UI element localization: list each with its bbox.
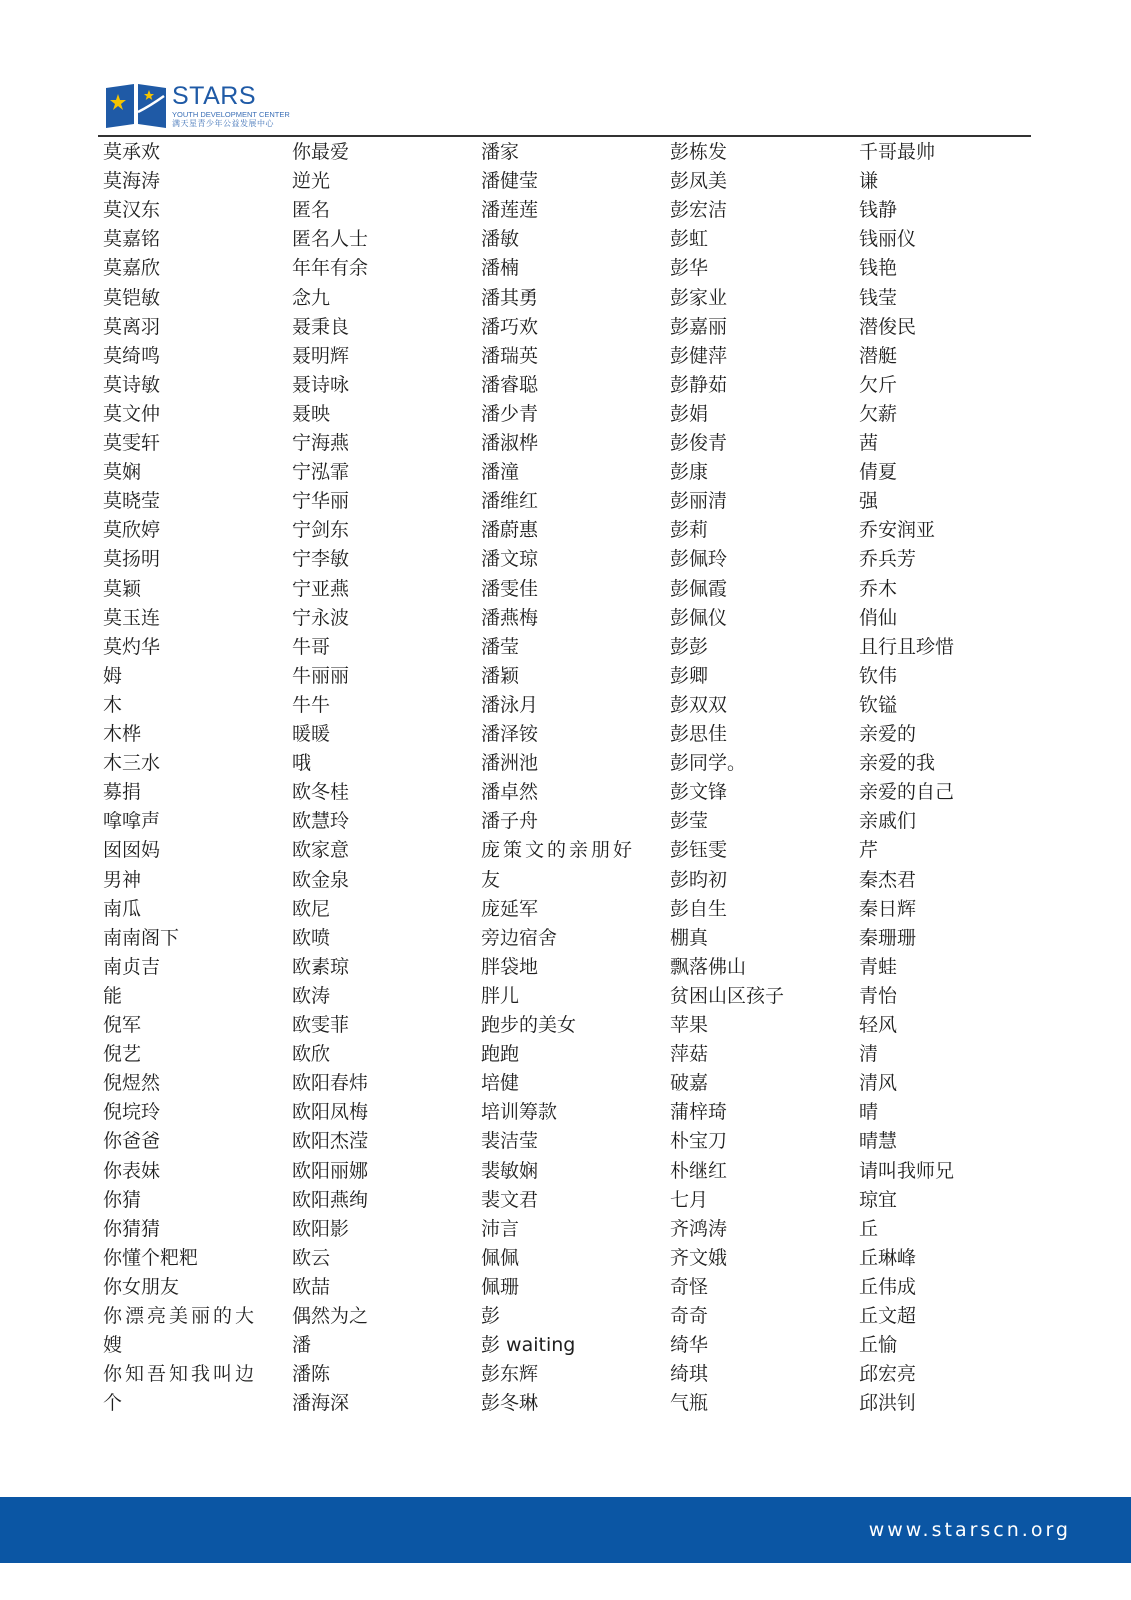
name-entry: 宁亚燕 bbox=[292, 577, 350, 600]
name-entry: 请叫我师兄 bbox=[859, 1159, 955, 1182]
name-entry: 培训筹款 bbox=[481, 1101, 558, 1124]
name-entry: 彭佩仪 bbox=[670, 606, 728, 629]
name-entry: 茜 bbox=[859, 432, 879, 454]
name-entry: 匿名人士 bbox=[292, 228, 369, 251]
name-entry: 逆光 bbox=[292, 170, 331, 193]
name-entry: 你懂个粑粑 bbox=[103, 1246, 199, 1269]
name-entry: 乔安润亚 bbox=[859, 519, 936, 542]
name-entry: 莫灼华 bbox=[103, 635, 161, 658]
name-entry: 俏仙 bbox=[859, 606, 898, 629]
name-entry: 潘莲莲 bbox=[481, 199, 539, 222]
name-entry: 彭钰雯 bbox=[670, 839, 728, 862]
name-entry: 彭嘉丽 bbox=[670, 315, 728, 338]
name-entry: 奇怪 bbox=[670, 1275, 709, 1298]
name-entry: 莫扬明 bbox=[103, 548, 161, 571]
name-entry: 欧云 bbox=[292, 1246, 331, 1269]
name-entry: 谦 bbox=[859, 170, 879, 193]
name-entry: 胖儿 bbox=[481, 984, 520, 1007]
name-entry: 欠斤 bbox=[859, 373, 898, 396]
name-entry: 彭家业 bbox=[670, 286, 728, 309]
name-entry: 倪军 bbox=[103, 1014, 142, 1036]
name-entry: 沛言 bbox=[481, 1217, 520, 1240]
name-entry: 彭卿 bbox=[670, 664, 709, 687]
name-entry: 个 bbox=[103, 1392, 123, 1415]
name-entry: 彭莉 bbox=[670, 519, 709, 542]
name-entry: 秦日辉 bbox=[859, 897, 917, 920]
name-entry: 欧欣 bbox=[292, 1043, 331, 1066]
name-entry: 彭文锋 bbox=[670, 781, 728, 804]
name-entry: 彭宏洁 bbox=[670, 199, 728, 222]
name-entry: 你表妹 bbox=[103, 1159, 161, 1182]
name-entry: 你爸爸 bbox=[103, 1130, 161, 1153]
name-entry: 欠薪 bbox=[859, 402, 898, 425]
name-entry: 贫困山区孩子 bbox=[670, 984, 785, 1007]
name-entry: 彭莹 bbox=[670, 810, 709, 833]
name-entry: 暖暖 bbox=[292, 723, 331, 745]
name-entry: 晴慧 bbox=[859, 1130, 898, 1153]
name-entry: 彭俊青 bbox=[670, 432, 728, 454]
name-entry: 你知吾知我叫边 bbox=[103, 1363, 258, 1386]
name-entry: 萍菇 bbox=[670, 1043, 709, 1066]
stars-logo bbox=[104, 82, 324, 130]
name-entry: 彭康 bbox=[670, 461, 709, 484]
name-entry: 潘颖 bbox=[481, 664, 520, 687]
name-entry: 青怡 bbox=[859, 984, 898, 1007]
name-entry: 飘落佛山 bbox=[670, 955, 747, 978]
footer-url: www.starscn.org bbox=[868, 1519, 1071, 1541]
name-entry: 钱丽仪 bbox=[859, 228, 917, 251]
name-entry: 莫诗敏 bbox=[103, 373, 161, 396]
name-entry: 莫海涛 bbox=[103, 170, 161, 193]
name-entry: 邱洪钊 bbox=[859, 1392, 917, 1415]
name-entry: 欧阳杰滢 bbox=[292, 1130, 369, 1153]
name-entry: 彭佩玲 bbox=[670, 548, 728, 571]
name-entry: 潘莹 bbox=[481, 635, 520, 658]
name-entry: 庞延军 bbox=[481, 897, 539, 920]
name-entry: 倪煜然 bbox=[103, 1072, 161, 1095]
name-entry: 潘子舟 bbox=[481, 810, 539, 833]
name-entry: 彭思佳 bbox=[670, 723, 728, 745]
name-entry: 嫂 bbox=[103, 1334, 123, 1357]
name-entry: 亲爱的自己 bbox=[859, 781, 955, 804]
name-entry: 潘泳月 bbox=[481, 693, 539, 716]
name-entry: 莫嘉铭 bbox=[103, 228, 161, 251]
name-entry: 哦 bbox=[292, 752, 312, 775]
name-entry: 朴宝刀 bbox=[670, 1130, 728, 1153]
name-entry: 朴继红 bbox=[670, 1159, 728, 1182]
name-entry: 牛牛 bbox=[292, 693, 331, 716]
name-entry: 年年有余 bbox=[292, 257, 369, 280]
name-entry: 潘陈 bbox=[292, 1363, 331, 1386]
name-entry: 欧阳燕绚 bbox=[292, 1188, 369, 1211]
name-entry: 宁华丽 bbox=[292, 490, 350, 513]
name-entry: 气瓶 bbox=[670, 1392, 709, 1415]
name-entry: 破嘉 bbox=[670, 1072, 709, 1095]
name-entry: 聂映 bbox=[292, 402, 331, 425]
name-entry: 齐鸿涛 bbox=[670, 1217, 728, 1240]
name-entry: 潘楠 bbox=[481, 257, 520, 280]
name-entry: 倪艺 bbox=[103, 1043, 142, 1066]
name-entry: 苹果 bbox=[670, 1014, 709, 1036]
name-entry: 莫文仲 bbox=[103, 402, 161, 425]
name-entry: 潜艇 bbox=[859, 344, 898, 367]
name-entry: 潘家 bbox=[481, 141, 520, 163]
name-entry: 秦杰君 bbox=[859, 868, 917, 891]
name-entry: 钦镒 bbox=[859, 693, 898, 716]
name-entry: 潘瑞英 bbox=[481, 344, 539, 367]
name-entry: 潘海深 bbox=[292, 1392, 350, 1415]
name-entry: 彭冬琳 bbox=[481, 1392, 539, 1415]
name-entry: 强 bbox=[859, 490, 879, 513]
name-entry: 潘 bbox=[292, 1334, 312, 1357]
name-entry: 轻风 bbox=[859, 1014, 898, 1036]
name-entry: 欧家意 bbox=[292, 839, 350, 862]
name-entry: 丘文超 bbox=[859, 1305, 917, 1327]
name-entry: 欧冬桂 bbox=[292, 781, 350, 804]
name-entry: 莫雯轩 bbox=[103, 432, 161, 454]
name-entry: 彭双双 bbox=[670, 693, 728, 716]
name-entry: 欧喷 bbox=[292, 926, 331, 949]
name-entry: 你最爱 bbox=[292, 141, 350, 163]
open-book-star-icon bbox=[104, 82, 168, 130]
name-entry: 欧金泉 bbox=[292, 868, 350, 891]
logo-title: STARS bbox=[172, 82, 256, 110]
name-entry: 且行且珍惜 bbox=[859, 635, 955, 658]
name-entry: 秦珊珊 bbox=[859, 926, 917, 949]
name-entry: 裴洁莹 bbox=[481, 1130, 539, 1153]
name-entry: 邱宏亮 bbox=[859, 1363, 917, 1386]
name-entry: 潘健莹 bbox=[481, 170, 539, 193]
name-entry: 宁李敏 bbox=[292, 548, 350, 571]
name-entry: 丘琳峰 bbox=[859, 1246, 917, 1269]
name-entry: 彭栋发 bbox=[670, 141, 728, 163]
name-entry: 琼宜 bbox=[859, 1188, 898, 1211]
name-entry: 莫绮鸣 bbox=[103, 344, 161, 367]
name-entry: 裴敏娴 bbox=[481, 1159, 539, 1182]
name-entry: 莫铠敏 bbox=[103, 286, 161, 309]
name-entry: 清 bbox=[859, 1043, 879, 1066]
name-entry: 欧慧玲 bbox=[292, 810, 350, 833]
name-entry: 欧喆 bbox=[292, 1275, 331, 1298]
name-entry: 芹 bbox=[859, 839, 879, 862]
name-entry: 潘潼 bbox=[481, 461, 520, 484]
name-entry: 彭静茹 bbox=[670, 373, 728, 396]
logo-subtitle-en: YOUTH DEVELOPMENT CENTER bbox=[172, 110, 290, 119]
name-entry: 彭凤美 bbox=[670, 170, 728, 193]
name-entry: 潘雯佳 bbox=[481, 577, 539, 600]
name-entry: 宁剑东 bbox=[292, 519, 350, 542]
name-entry: 佩珊 bbox=[481, 1275, 520, 1298]
name-entry: 你猜 bbox=[103, 1188, 142, 1211]
name-entry: 莫欣婷 bbox=[103, 519, 161, 542]
name-entry: 莫娴 bbox=[103, 461, 142, 484]
name-entry: 佩佩 bbox=[481, 1246, 520, 1269]
name-entry: 潘卓然 bbox=[481, 781, 539, 804]
name-entry: 绮琪 bbox=[670, 1363, 709, 1386]
name-entry: 跑步的美女 bbox=[481, 1014, 577, 1036]
name-entry: 丘愉 bbox=[859, 1334, 898, 1357]
name-entry: 旁边宿舍 bbox=[481, 926, 558, 949]
name-entry: 男神 bbox=[103, 868, 142, 891]
name-entry: 友 bbox=[481, 868, 501, 891]
name-entry: 莫承欢 bbox=[103, 141, 161, 163]
name-entry: 你女朋友 bbox=[103, 1275, 180, 1298]
name-entry: 彭丽清 bbox=[670, 490, 728, 513]
name-entry: 棚真 bbox=[670, 926, 709, 949]
name-entry: 彭同学。 bbox=[670, 752, 747, 775]
name-entry: 彭彭 bbox=[670, 635, 709, 658]
name-entry: 蒲梓琦 bbox=[670, 1101, 728, 1124]
name-entry: 木三水 bbox=[103, 752, 161, 775]
name-entry: 青蛙 bbox=[859, 955, 898, 978]
name-entry: 募捐 bbox=[103, 781, 142, 804]
name-entry: 你漂亮美丽的大 bbox=[103, 1305, 258, 1327]
name-entry: 彭佩霞 bbox=[670, 577, 728, 600]
name-entry: 偶然为之 bbox=[292, 1305, 369, 1327]
name-entry: 姆 bbox=[103, 664, 123, 687]
name-entry: 欧雯菲 bbox=[292, 1014, 350, 1036]
name-entry: 钱静 bbox=[859, 199, 898, 222]
name-entry: 钱莹 bbox=[859, 286, 898, 309]
name-entry: 念九 bbox=[292, 286, 331, 309]
name-entry: 绮华 bbox=[670, 1334, 709, 1357]
name-entry: 培健 bbox=[481, 1072, 520, 1095]
name-entry: 千哥最帅 bbox=[859, 141, 936, 163]
name-entry: 宁永波 bbox=[292, 606, 350, 629]
name-entry: 宁泓霏 bbox=[292, 461, 350, 484]
name-entry: 倪垸玲 bbox=[103, 1101, 161, 1124]
name-entry: 莫离羽 bbox=[103, 315, 161, 338]
name-entry: 潘泽铵 bbox=[481, 723, 539, 745]
name-entry: 潘燕梅 bbox=[481, 606, 539, 629]
name-entry: 丘伟成 bbox=[859, 1275, 917, 1298]
name-entry: 胖袋地 bbox=[481, 955, 539, 978]
name-entry: 彭昀初 bbox=[670, 868, 728, 891]
name-entry: 彭健萍 bbox=[670, 344, 728, 367]
name-entry: 南瓜 bbox=[103, 897, 142, 920]
name-entry: 欧阳影 bbox=[292, 1217, 350, 1240]
name-entry: 莫嘉欣 bbox=[103, 257, 161, 280]
name-entry: 潘淑桦 bbox=[481, 432, 539, 454]
name-entry: 欧阳春炜 bbox=[292, 1072, 369, 1095]
name-entry: 欧阳凤梅 bbox=[292, 1101, 369, 1124]
footer-bar bbox=[0, 1497, 1131, 1563]
name-entry: 钱艳 bbox=[859, 257, 898, 280]
name-entry: 牛哥 bbox=[292, 635, 331, 658]
name-entry: 乔木 bbox=[859, 577, 898, 600]
name-entry: 囡囡妈 bbox=[103, 839, 161, 862]
name-entry: 潘少青 bbox=[481, 402, 539, 425]
name-entry: 你猜猜 bbox=[103, 1217, 161, 1240]
name-entry: 欧阳丽娜 bbox=[292, 1159, 369, 1182]
name-entry: 丘 bbox=[859, 1217, 879, 1240]
name-entry: 莫颖 bbox=[103, 577, 142, 600]
name-entry: 潘文琼 bbox=[481, 548, 539, 571]
name-entry: 乔兵芳 bbox=[859, 548, 917, 571]
name-entry: 齐文娥 bbox=[670, 1246, 728, 1269]
name-entry: 南南阁下 bbox=[103, 926, 180, 949]
name-entry: 彭 bbox=[481, 1305, 501, 1327]
name-entry: 彭自生 bbox=[670, 897, 728, 920]
name-entry: 裴文君 bbox=[481, 1188, 539, 1211]
name-entry: 倩夏 bbox=[859, 461, 898, 484]
name-entry: 潘其勇 bbox=[481, 286, 539, 309]
name-entry: 欧尼 bbox=[292, 897, 331, 920]
name-entry: 彭娟 bbox=[670, 402, 709, 425]
name-entry: 庞策文的亲朋好 bbox=[481, 839, 636, 862]
name-entry: 聂秉良 bbox=[292, 315, 350, 338]
name-entry: 欧素琼 bbox=[292, 955, 350, 978]
name-entry: 欧涛 bbox=[292, 984, 331, 1007]
name-entry: 牛丽丽 bbox=[292, 664, 350, 687]
name-entry: 七月 bbox=[670, 1188, 709, 1211]
logo-subtitle-cn: 满天星青少年公益发展中心 bbox=[172, 119, 274, 128]
name-entry: 潘睿聪 bbox=[481, 373, 539, 396]
name-entry: 清风 bbox=[859, 1072, 898, 1095]
name-entry: 宁海燕 bbox=[292, 432, 350, 454]
name-entry: 潘洲池 bbox=[481, 752, 539, 775]
name-entry: 潘巧欢 bbox=[481, 315, 539, 338]
name-entry: 潘敏 bbox=[481, 228, 520, 251]
name-entry: 南贞吉 bbox=[103, 955, 161, 978]
name-entry: 莫晓莹 bbox=[103, 490, 161, 513]
name-entry: 潜俊民 bbox=[859, 315, 917, 338]
name-entry: 木桦 bbox=[103, 723, 142, 745]
name-entry: 亲爱的我 bbox=[859, 752, 936, 775]
name-entry: 彭 waiting bbox=[481, 1334, 576, 1357]
name-entry: 跑跑 bbox=[481, 1043, 520, 1066]
name-entry: 聂诗咏 bbox=[292, 373, 350, 396]
name-entry: 潘蔚惠 bbox=[481, 519, 539, 542]
name-entry: 能 bbox=[103, 984, 123, 1007]
name-entry: 钦伟 bbox=[859, 664, 898, 687]
name-entry: 聂明辉 bbox=[292, 344, 350, 367]
name-entry: 匿名 bbox=[292, 199, 331, 222]
name-entry: 潘维红 bbox=[481, 490, 539, 513]
name-entry: 亲爱的 bbox=[859, 723, 917, 745]
name-entry: 奇奇 bbox=[670, 1305, 709, 1327]
name-entry: 晴 bbox=[859, 1101, 879, 1124]
name-entry: 木 bbox=[103, 693, 123, 716]
name-entry: 亲戚们 bbox=[859, 810, 917, 833]
name-entry: 彭华 bbox=[670, 257, 709, 280]
name-entry: 莫汉东 bbox=[103, 199, 161, 222]
name-entry: 彭虹 bbox=[670, 228, 709, 251]
name-entry: 莫玉连 bbox=[103, 606, 161, 629]
name-entry: 嗱嗱声 bbox=[103, 810, 161, 833]
header-divider bbox=[98, 135, 1031, 137]
name-entry: 彭东辉 bbox=[481, 1363, 539, 1386]
